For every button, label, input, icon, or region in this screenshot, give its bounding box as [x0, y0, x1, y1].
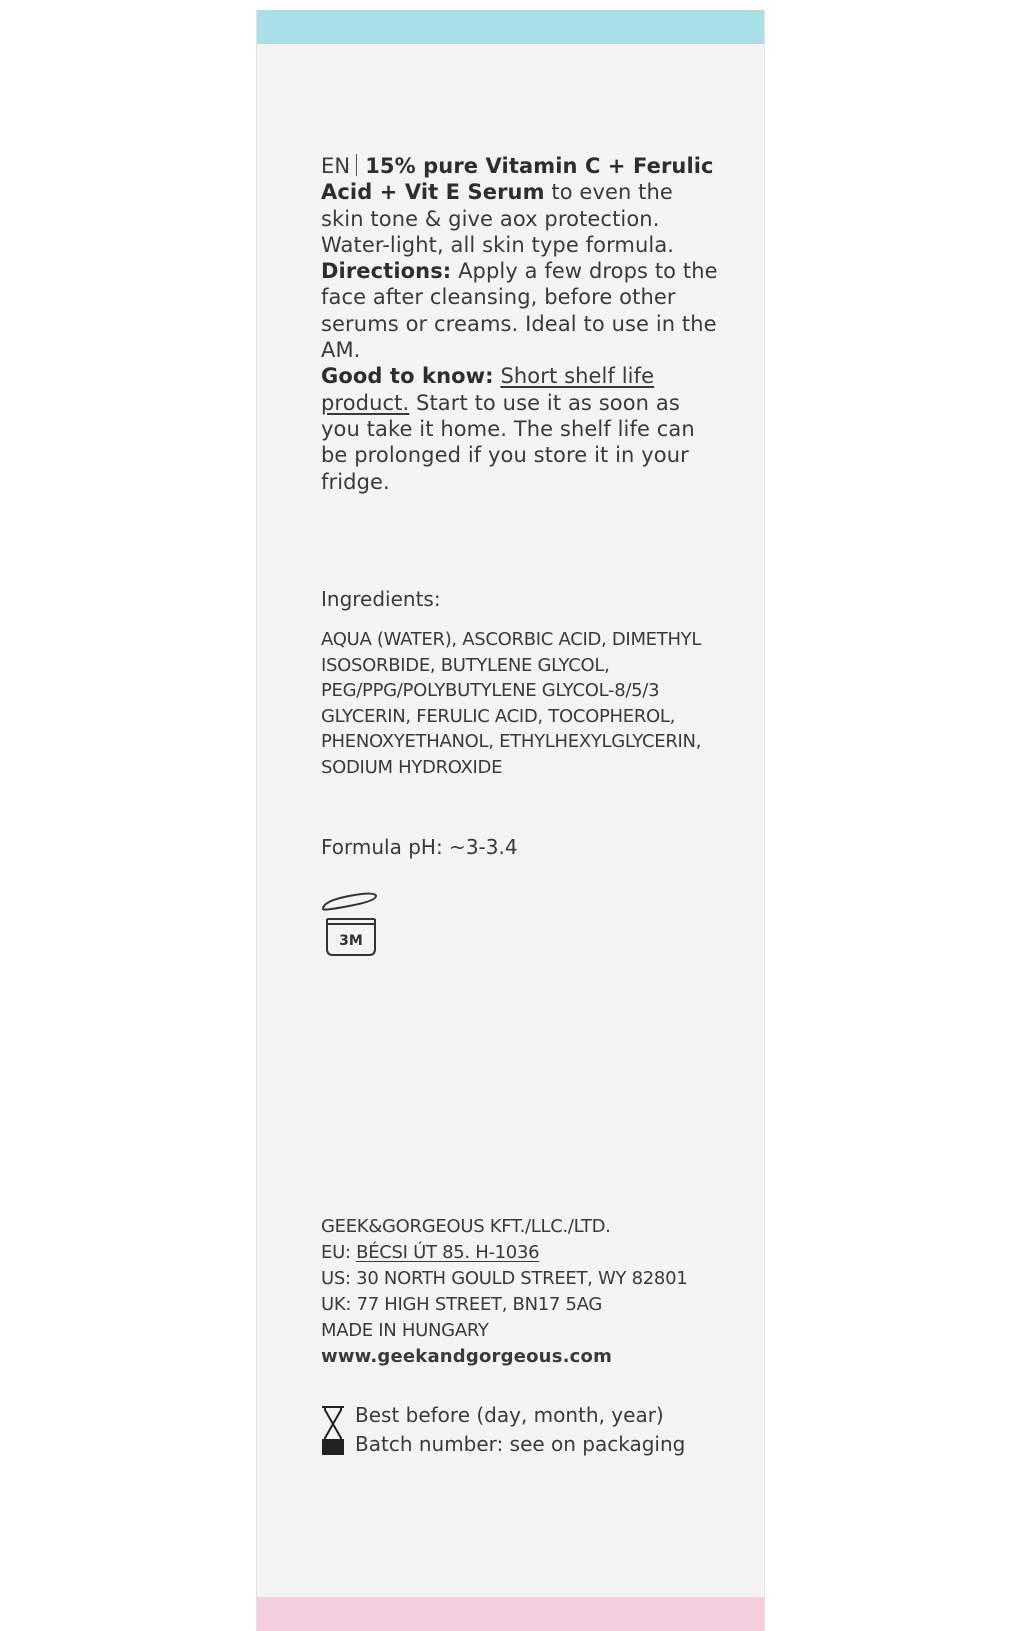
directions-text: Apply a few drops to the face after cleansing, before other serums or creams. Ideal to use in the AM. [321, 259, 718, 363]
us-address: US: 30 NORTH GOULD STREET, WY 82801 [321, 1268, 688, 1289]
product-summary: to even the skin tone & give aox protection. Water-light, all skin type formula. [321, 180, 675, 257]
date-batch-legend [321, 1401, 721, 1459]
open-jar-icon [319, 888, 381, 958]
company-name: GEEK&GORGEOUS KFT./LLC./LTD. [321, 1216, 611, 1237]
company-address [321, 1214, 721, 1370]
shelf-life-note: Short shelf life product. [321, 364, 655, 415]
directions [321, 258, 721, 363]
ingredients-list: AQUA (WATER), ASCORBIC ACID, DIMETHYL ISOSORBIDE, BUTYLENE GLYCOL, PEG/PPG/POLYBUTYLENE GLYCOL-8/5/3 GLYCERIN, FERULIC ACID, TOCOPHEROL, PHENOXYETHANOL, ETHYLHEXYLGLYCERIN, SODIUM HYDROXIDE [321, 629, 702, 778]
good-to-know [321, 363, 721, 494]
uk-address: UK: 77 HIGH STREET, BN17 5AG [321, 1294, 602, 1315]
pao-label: 3M [339, 933, 363, 949]
language-code: EN [321, 154, 351, 178]
product-name: 15% pure Vitamin C + Ferulic Acid + Vit E Serum [321, 154, 714, 205]
made-in: MADE IN HUNGARY [321, 1320, 489, 1341]
description-intro [321, 153, 721, 258]
product-description [321, 153, 721, 495]
product-box-side [256, 10, 765, 1631]
good-to-know-label: Good to know: [321, 364, 494, 389]
batch-number: Batch number: see on packaging [355, 1432, 686, 1456]
ingredients-title: Ingredients: [321, 587, 441, 611]
top-color-band [257, 10, 764, 44]
eu-address-line [321, 1240, 721, 1266]
website: www.geekandgorgeous.com [321, 1346, 613, 1367]
bottom-color-band [257, 1597, 764, 1631]
formula-ph: Formula pH: ~3-3.4 [321, 835, 518, 859]
language-separator [356, 154, 357, 176]
eu-prefix: EU: [321, 1242, 357, 1263]
eu-address: BÉCSI ÚT 85. H-1036 [356, 1242, 540, 1263]
best-before: Best before (day, month, year) [355, 1403, 664, 1427]
directions-label: Directions: [321, 259, 452, 284]
good-to-know-text: Start to use it as soon as you take it home. The shelf life can be prolonged if you store it in your fridge. [321, 390, 695, 494]
